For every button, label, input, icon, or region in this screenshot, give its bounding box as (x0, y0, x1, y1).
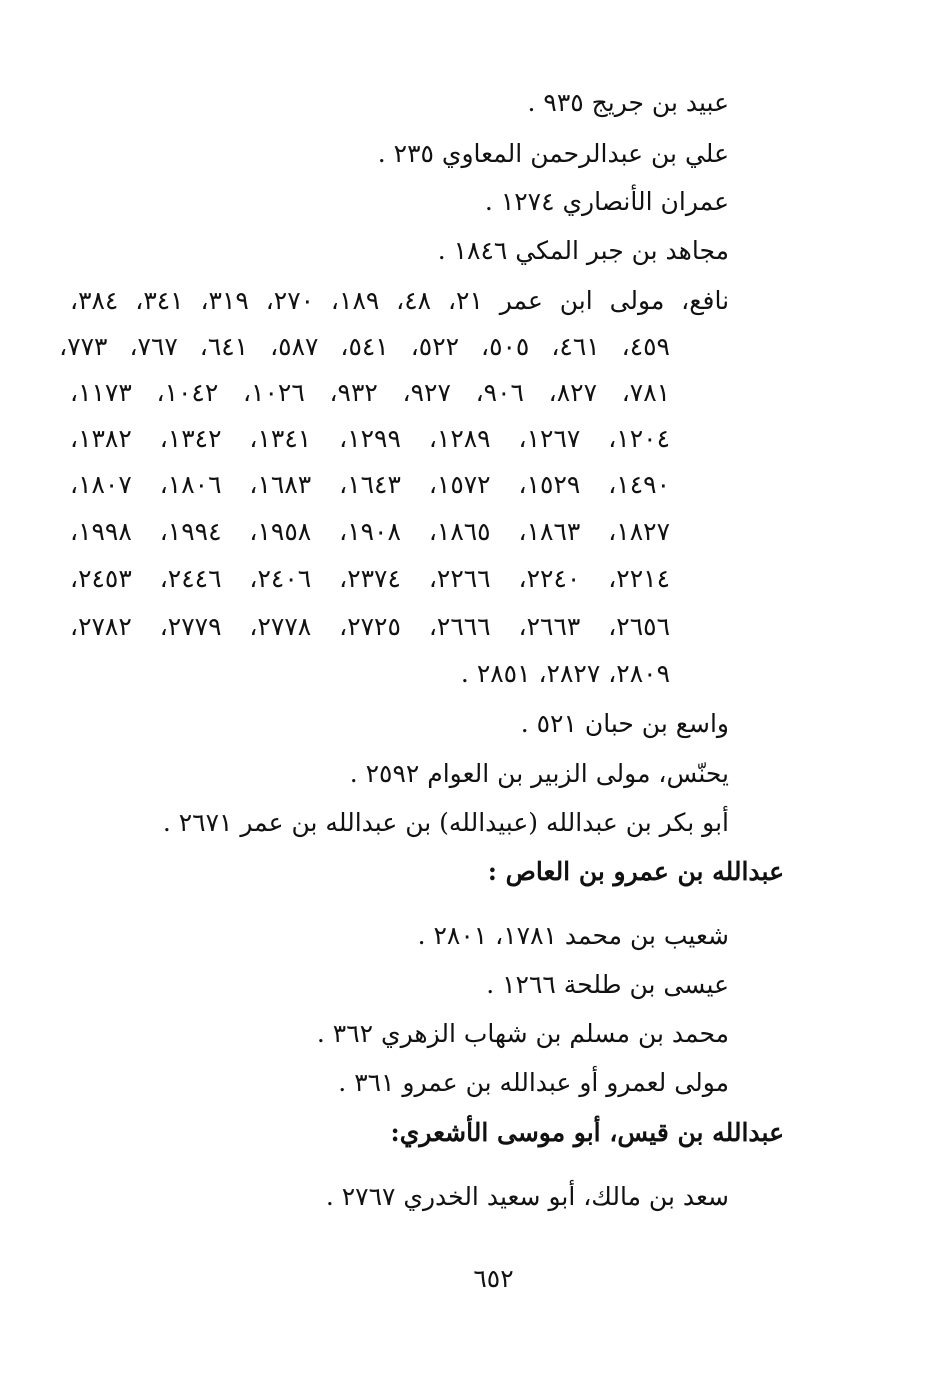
section-heading: عبدالله بن عمرو بن العاص : (487, 857, 784, 886)
section-heading: عبدالله بن قيس، أبو موسى الأشعري: (390, 1118, 784, 1147)
index-entry: علي بن عبدالرحمن المعاوي ٢٣٥ . (377, 139, 729, 168)
nafi-entry-first-line: نافع، مولى ابن عمر ٢١، ٤٨، ١٨٩، ٢٧٠، ٣١٩، ٣٤١، ٣٨٤، (70, 286, 730, 315)
nafi-number-row: ٢٦٥٦، ٢٦٦٣، ٢٦٦٦، ٢٧٢٥، ٢٧٧٨، ٢٧٧٩، ٢٧٨٢، (70, 612, 671, 641)
index-entry: واسع بن حبان ٥٢١ . (520, 709, 729, 738)
index-entry: سعد بن مالك، أبو سعيد الخدري ٢٧٦٧ . (325, 1182, 729, 1211)
index-entry: أبو بكر بن عبدالله (عبيدالله) بن عبدالله بن عمر ٢٦٧١ . (162, 808, 729, 837)
index-entry: محمد بن مسلم بن شهاب الزهري ٣٦٢ . (316, 1019, 729, 1048)
index-entry: عيسى بن طلحة ١٢٦٦ . (486, 970, 729, 999)
index-entry: مجاهد بن جبر المكي ١٨٤٦ . (437, 236, 729, 265)
page-number: ٦٥٢ (473, 1264, 514, 1293)
index-entry: مولى لعمرو أو عبدالله بن عمرو ٣٦١ . (338, 1068, 729, 1097)
nafi-number-row: ١٤٩٠، ١٥٢٩، ١٥٧٢، ١٦٤٣، ١٦٨٣، ١٨٠٦، ١٨٠٧، (70, 470, 671, 499)
index-entry: عبيد بن جريج ٩٣٥ . (527, 88, 729, 117)
index-entry: عمران الأنصاري ١٢٧٤ . (484, 187, 729, 216)
nafi-number-row: ٢٨٠٩، ٢٨٢٧، ٢٨٥١ . (460, 659, 670, 688)
nafi-number-row: ٢٢١٤، ٢٢٤٠، ٢٢٦٦، ٢٣٧٤، ٢٤٠٦، ٢٤٤٦، ٢٤٥٣، (70, 564, 671, 593)
index-entry: شعيب بن محمد ١٧٨١، ٢٨٠١ . (417, 921, 729, 950)
nafi-number-row: ١٢٠٤، ١٢٦٧، ١٢٨٩، ١٢٩٩، ١٣٤١، ١٣٤٢، ١٣٨٢، (70, 424, 671, 453)
nafi-number-row: ٤٥٩، ٤٦١، ٥٠٥، ٥٢٢، ٥٤١، ٥٨٧، ٦٤١، ٧٦٧، ٧٧٣، (59, 332, 670, 361)
index-entry: يحنّس، مولى الزبير بن العوام ٢٥٩٢ . (349, 759, 729, 788)
nafi-number-row: ١٨٢٧، ١٨٦٣، ١٨٦٥، ١٩٠٨، ١٩٥٨، ١٩٩٤، ١٩٩٨، (70, 517, 671, 546)
nafi-number-row: ٧٨١، ٨٢٧، ٩٠٦، ٩٢٧، ٩٣٢، ١٠٢٦، ١٠٤٢، ١١٧٣، (70, 378, 671, 407)
